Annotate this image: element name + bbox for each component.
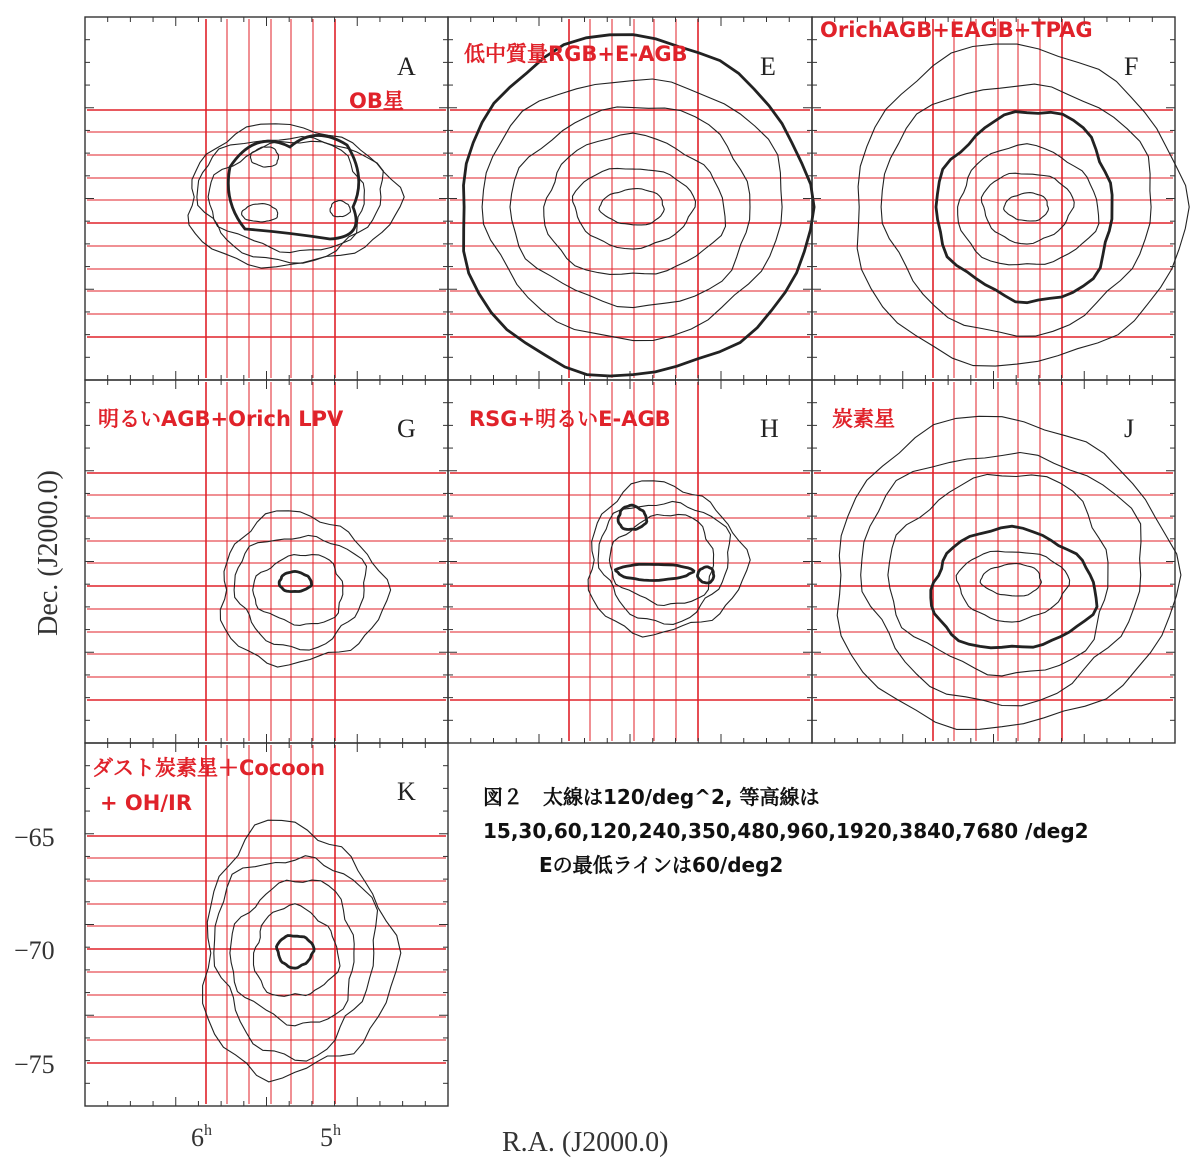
contour-k <box>214 856 378 1061</box>
panel-label-k-line1: ダスト炭素星＋Cocoon <box>92 756 326 780</box>
x-axis-title: R.A. (J2000.0) <box>502 1127 669 1158</box>
y-tick-label: −65 <box>14 823 55 852</box>
panel-letter-e: E <box>760 52 776 81</box>
x-tick-label: 5$^h$ <box>320 1122 341 1152</box>
contour-j <box>837 416 1181 729</box>
panel-letter-a: A <box>397 52 416 81</box>
contour-e <box>482 79 782 341</box>
panel-label-j: 炭素星 <box>832 407 895 431</box>
contour-a <box>242 204 278 222</box>
caption-line-2: 15,30,60,120,240,350,480,960,1920,3840,7680 /deg2 <box>483 819 1089 843</box>
y-tick-label: −75 <box>14 1050 55 1079</box>
figure-caption <box>483 780 1183 882</box>
caption-line-3: Eの最低ラインは60/deg2 <box>539 853 784 877</box>
panel-letter-k: K <box>397 777 416 806</box>
contour-j <box>980 564 1041 597</box>
panel-label-a: OB星 <box>349 89 404 113</box>
caption-line-1: 図２ 太線は120/deg^2, 等高線は <box>483 785 820 809</box>
panel-frame-g <box>85 380 448 743</box>
panel-frame-a <box>85 17 448 380</box>
contour-f <box>936 112 1112 303</box>
panel-frame-j <box>812 380 1175 743</box>
x-tick-label: 6$^h$ <box>191 1122 212 1152</box>
y-tick-label: −70 <box>14 936 55 965</box>
panel-letter-f: F <box>1124 52 1139 81</box>
contour-k <box>203 820 401 1082</box>
red-grid-lines <box>87 19 1173 1104</box>
panel-label-k-line2: + OH/IR <box>100 791 192 815</box>
y-axis-title: Dec. (J2000.0) <box>33 470 64 636</box>
panel-label-e: 低中質量RGB+E-AGB <box>464 42 688 66</box>
contour-h <box>618 505 647 529</box>
contour-f <box>857 44 1189 366</box>
contour-g <box>279 571 311 591</box>
panel-letter-g: G <box>397 414 416 443</box>
contour-e <box>510 107 750 308</box>
contour-h <box>698 567 714 583</box>
contour-lines <box>188 35 1189 1082</box>
contour-a <box>250 147 278 167</box>
panel-label-f: OrichAGB+EAGB+TPAG <box>820 18 1093 42</box>
panel-frame-h <box>448 380 812 743</box>
contour-e <box>464 35 815 376</box>
contour-k <box>254 904 341 997</box>
contour-j <box>861 453 1141 706</box>
contour-g <box>253 555 343 626</box>
contour-f <box>981 173 1074 244</box>
contour-k <box>277 936 315 969</box>
panel-label-h: RSG+明るいE-AGB <box>469 407 671 431</box>
contour-a <box>208 141 364 252</box>
panel-label-g: 明るいAGB+Orich LPV <box>98 407 344 431</box>
panel-frame-f <box>812 17 1175 380</box>
contour-h <box>616 564 694 580</box>
contour-f <box>1004 193 1049 221</box>
panel-letter-j: J <box>1124 414 1135 443</box>
contour-a <box>330 200 350 216</box>
contour-g <box>234 535 366 650</box>
contour-j <box>931 526 1097 648</box>
panel-letter-h: H <box>760 414 779 443</box>
contour-f <box>958 144 1099 265</box>
